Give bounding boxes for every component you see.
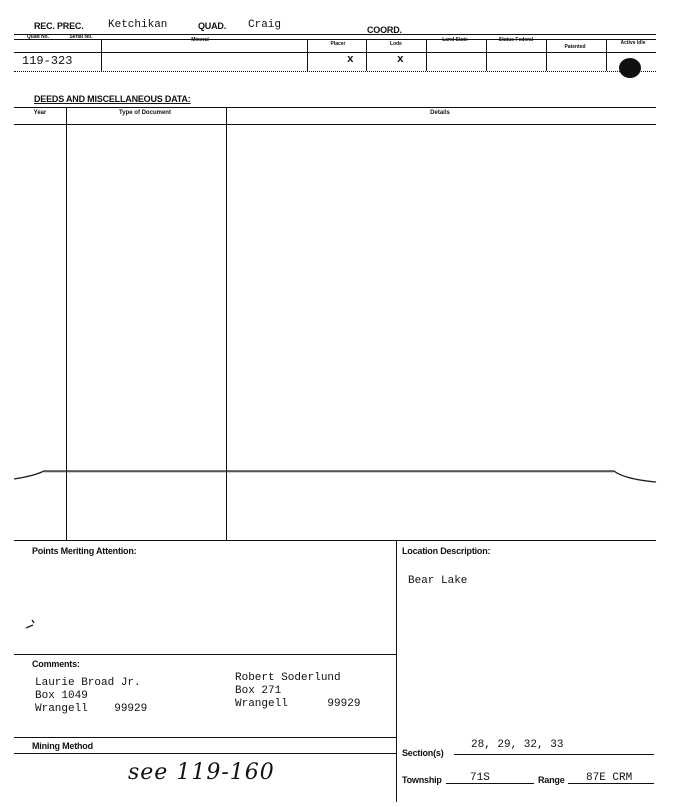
pen-mark <box>24 614 44 634</box>
divider-active <box>606 39 607 71</box>
range-value: 87E CRM <box>586 772 633 784</box>
sections-value: 28, 29, 32, 33 <box>471 739 564 751</box>
col-active-idle: Active Idle <box>620 40 646 46</box>
col-status-federal: Status Federal <box>498 37 534 43</box>
deeds-top-rule <box>14 107 656 108</box>
sections-label: Section(s) <box>402 748 444 758</box>
divider-lode <box>366 39 367 71</box>
township-rule <box>446 783 534 784</box>
fold-line <box>0 462 678 488</box>
col-lode: Lode <box>390 41 402 47</box>
rec-prec-value: Ketchikan <box>108 19 168 31</box>
divider-placer <box>307 39 308 71</box>
col-serial-no: Serial No. <box>69 34 93 40</box>
contact-1-city: Wrangell <box>35 703 88 715</box>
contact-1-name: Laurie Broad Jr. <box>35 677 141 689</box>
divider-patented <box>546 39 547 71</box>
comments-top-rule <box>14 654 396 655</box>
rec-prec-label: REC. PREC. <box>34 21 84 31</box>
location-value: Bear Lake <box>408 575 468 587</box>
contact-2 <box>235 672 360 711</box>
divider-mineral <box>101 39 102 71</box>
col-patented: Patented <box>564 44 586 50</box>
deeds-bottom-rule <box>14 540 656 541</box>
quad-serial-value: 119-323 <box>22 54 73 68</box>
contact-2-cityline <box>235 698 360 711</box>
township-label: Township <box>402 775 442 785</box>
comments-label: Comments: <box>32 659 80 669</box>
deeds-title: DEEDS AND MISCELLANEOUS DATA: <box>34 94 191 104</box>
sections-rule <box>454 754 654 755</box>
contact-1-address: Box 1049 <box>35 690 88 702</box>
col-quad-no: Quad No. <box>26 34 50 40</box>
quad-value: Craig <box>248 19 282 31</box>
contact-1-zip: 99929 <box>114 703 148 715</box>
quad-label: QUAD. <box>198 21 226 31</box>
placer-mark: x <box>347 54 354 66</box>
column-header-top-rule <box>14 39 656 40</box>
contact-2-name: Robert Soderlund <box>235 672 341 684</box>
mining-top-rule <box>14 737 396 738</box>
contact-1 <box>35 677 147 716</box>
lower-center-divider <box>396 540 397 802</box>
deeds-col-year: Year <box>33 110 47 116</box>
contact-2-address: Box 271 <box>235 685 282 697</box>
deeds-col-type: Type of Document <box>119 110 171 116</box>
header-rule <box>14 34 656 35</box>
mining-label: Mining Method <box>32 741 93 751</box>
divider-status <box>486 39 487 71</box>
range-label: Range <box>538 775 565 785</box>
record-row-rule <box>14 71 656 72</box>
mining-handwritten: see 119-160 <box>128 760 275 785</box>
contact-2-zip: 99929 <box>327 698 361 710</box>
col-mineral: Mineral <box>191 37 209 43</box>
lode-mark: x <box>397 54 404 66</box>
col-placer: Placer <box>330 41 346 47</box>
location-label: Location Description: <box>402 546 491 556</box>
col-land-state: Land State <box>442 37 468 43</box>
contact-1-cityline <box>35 703 147 716</box>
deeds-header-rule <box>14 124 656 125</box>
coord-label: COORD. <box>367 25 402 35</box>
mining-rule <box>14 753 396 754</box>
contact-2-city: Wrangell <box>235 698 288 710</box>
divider-land <box>426 39 427 71</box>
township-value: 71S <box>470 772 490 784</box>
points-label: Points Meriting Attention: <box>32 546 137 556</box>
column-header-bottom-rule <box>14 52 656 53</box>
deeds-col-details: Details <box>430 110 450 116</box>
active-dot <box>619 58 641 78</box>
